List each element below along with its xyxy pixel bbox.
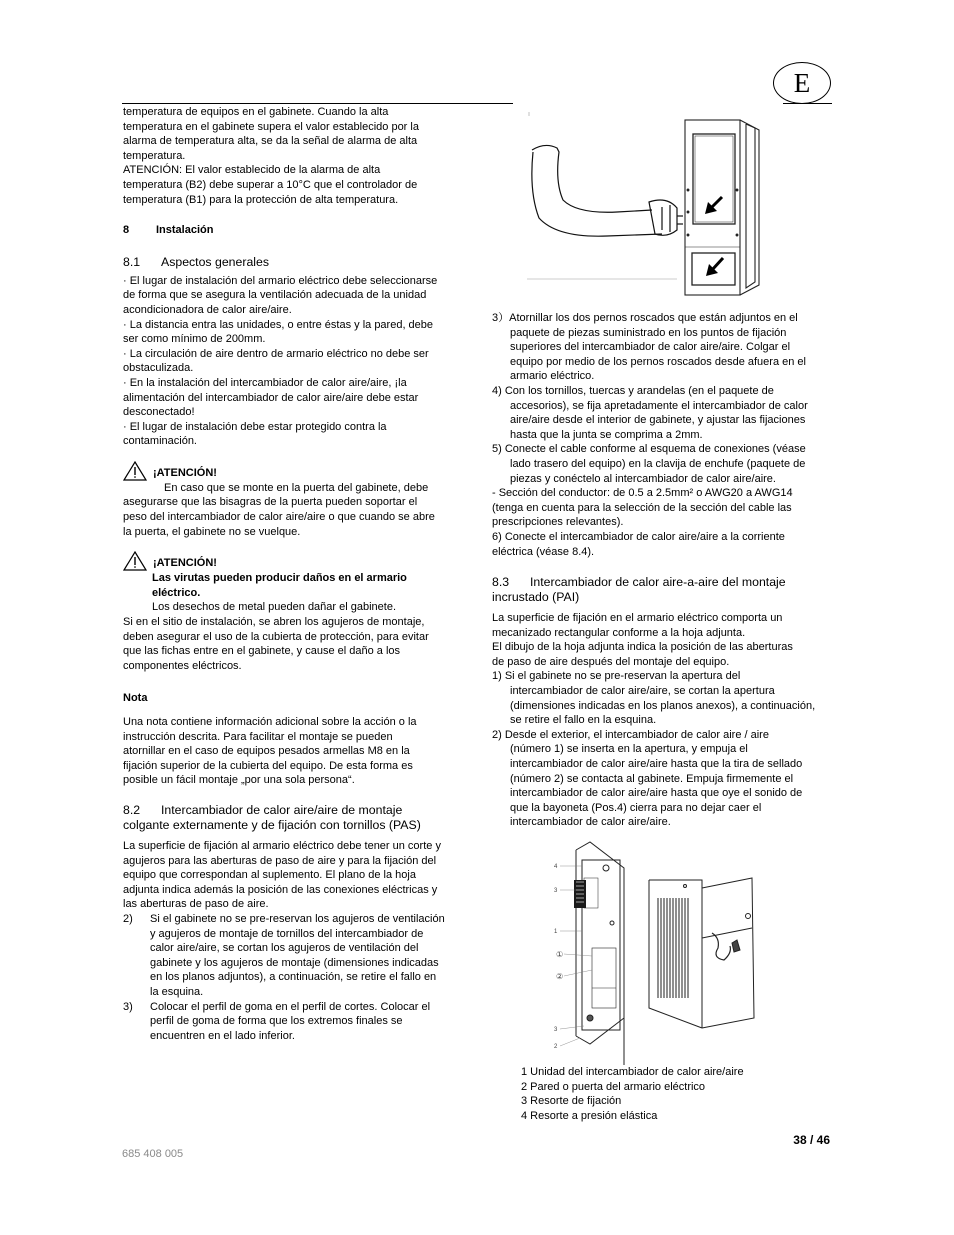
arrow-icon [706, 258, 723, 276]
text-line: que las fichas entre en el gabinete, y cause el daño a los [123, 645, 401, 658]
conductor-section-text [492, 486, 834, 559]
legend-item: 2 Pared o puerta del armario eléctrico [521, 1080, 706, 1093]
general-aspects-text [123, 274, 468, 449]
text-line: temperatura (B1) para la protección de alta temperatura. [123, 193, 399, 206]
section-8-2-list [123, 912, 468, 1043]
warning-bold-line: Las virutas pueden producir daños en el armario [152, 572, 407, 585]
step-line: (número 1) se inserta en la apertura, y empuja el [510, 743, 748, 756]
text-line: alimentación del intercambiador de calor aire/aire debe estar [123, 391, 419, 404]
text-line: · La distancia entra las unidades, o entre éstas y la pared, debe [123, 318, 434, 331]
step-line: que la bayoneta (Pos.4) cierra para no dejar caer el [510, 801, 762, 814]
section-title: Intercambiador de calor aire-a-aire del montaje [530, 575, 786, 590]
section-8-2-text [123, 839, 468, 912]
text-line: ser como mínimo de 200mm. [123, 333, 266, 346]
section-8-1-heading [123, 255, 468, 270]
text-line: · En la instalación del intercambiador de calor aire/aire, ¡la [123, 376, 407, 389]
text-line: eléctrica (véase 8.4). [492, 545, 595, 558]
cabinet-drawing [685, 120, 759, 295]
text-line: · El lugar de instalación debe estar protegido contra la [123, 420, 387, 433]
step-line: armario eléctrico. [510, 370, 595, 383]
step-line: aire/aire desde el interior de gabinete, y ajustar las fijaciones [510, 414, 806, 427]
text-line: Una nota contiene información adicional sobre la acción o la [123, 716, 417, 728]
text-line: fijación superior de la cubierta del equipo. De esta forma es [123, 759, 413, 772]
text-line: Los desechos de metal pueden dañar el gabinete. [152, 601, 397, 614]
list-number: 3) [123, 1000, 133, 1013]
figure-legend [521, 1065, 841, 1123]
detail-view-drawing [649, 878, 754, 1028]
text-line: prescripciones relevantes). [492, 516, 624, 529]
intro-paragraph [123, 105, 468, 207]
section-title: Aspectos generales [161, 254, 270, 269]
text-line: de forma que se asegura la ventilación adecuada de la unidad [123, 289, 427, 302]
step-line: (dimensiones indicadas en los planos anexos), a continuación, [510, 699, 816, 712]
text-line: de paso de aire después del montaje del equipo. [492, 655, 730, 668]
warning-text [123, 481, 468, 539]
warning-title: ¡ATENCIÓN! [153, 466, 217, 479]
callout-label: 3 [554, 1027, 558, 1033]
profile-figure [527, 112, 771, 297]
section-title: Instalación [156, 224, 214, 237]
text-line: instrucción descrita. Para facilitar el montaje se pueden [123, 730, 393, 743]
step-line: piezas y conéctelo al intercambiador de calor aire/aire. [510, 472, 776, 485]
section-8-heading [123, 223, 468, 238]
arrow-icon [705, 197, 722, 214]
warning-icon [123, 551, 147, 571]
text-line: acondicionadora de calor aire/aire. [123, 303, 292, 316]
section-8-3-heading [492, 575, 834, 605]
warning-block-1 [123, 461, 468, 539]
text-line: la puerta, el gabinete no se vuelque. [123, 525, 301, 538]
step-line: 4) Con los tornillos, tuercas y arandelas (en el paquete de [492, 384, 774, 397]
step-line: equipo por medio de los pernos roscados desde afuera en el [510, 355, 806, 368]
text-line: deben asegurar el uso de la cubierta de protección, para evitar [123, 630, 429, 643]
text-line: temperatura de equipos en el gabinete. Cuando la alta [123, 106, 389, 118]
mounting-steps [492, 311, 834, 486]
text-line: y agujeros de montaje de tornillos del intercambiador de [150, 927, 424, 940]
step-line: accesorios), se fija apretadamente el intercambiador de calor [510, 399, 808, 412]
text-line: temperatura (B2) debe superar a 10°C que el controlador de [123, 178, 418, 191]
step-line: intercambiador de calor aire/aire hasta que oye el sonido de [510, 787, 803, 800]
step-line: intercambiador de calor aire/aire hasta que la tira de sellado [510, 758, 803, 771]
warning-block-2 [123, 551, 468, 673]
text-line: en los planos adjuntos), a continuación, se retire el fallo en [150, 971, 437, 984]
text-line: atornillar en el caso de equipos pesados armellas M8 en la [123, 745, 410, 758]
text-line: las aberturas de paso de aire. [123, 898, 269, 911]
warning-text [123, 571, 468, 673]
step-line: intercambiador de calor aire/aire, se cortan la apertura [510, 685, 775, 698]
section-title: Intercambiador de calor aire/aire de montaje [161, 802, 403, 817]
callout-label: ② [556, 972, 564, 981]
language-badge: E [773, 62, 831, 104]
text-line: ATENCIÓN: El valor establecido de la alarma de alta [123, 164, 381, 177]
text-line: La superficie de fijación al armario eléctrico debe tener un corte y [123, 839, 441, 852]
text-line: asegurarse que las bisagras de la puerta pueden soportar el [123, 496, 418, 509]
text-line: Colocar el perfil de goma en el perfil de cortes. Colocar el [150, 1000, 431, 1013]
text-line: (tenga en cuenta para la selección de la sección del cable las [492, 501, 792, 514]
text-line: Si en el sitio de instalación, se abren los agujeros de montaje, [123, 616, 425, 629]
section-title-continued: incrustado (PAI) [492, 590, 580, 605]
text-line: agujeros para las aberturas de paso de aire y para la fijación del [123, 854, 437, 867]
text-line: encuentren en el lado inferior. [150, 1029, 295, 1042]
header-rule-left [122, 103, 513, 104]
list-item [123, 1000, 468, 1044]
step-line: se retire el fallo en la esquina. [510, 714, 657, 727]
text-line: componentes eléctricos. [123, 659, 242, 672]
text-line: peso del intercambiador de calor aire/aire o que cuando se abre [123, 511, 435, 524]
text-line: alarma de temperatura alta, se da la señal de alarma de alta [123, 135, 418, 148]
text-line: calor aire/aire, se cortan los agujeros de ventilación del [150, 942, 419, 955]
text-line: 6) Conecte el intercambiador de calor aire/aire a la corriente [492, 530, 785, 543]
text-line: posible un fácil montaje „por una sola persona“. [123, 774, 355, 787]
callout-label: 3 [554, 888, 558, 894]
grille-drawing [574, 880, 586, 908]
callout-label: 4 [554, 864, 558, 870]
section-number: 8.2 [123, 802, 141, 817]
text-line: La superficie de fijación en el armario eléctrico comporta un [492, 612, 783, 625]
section-8-2-heading [123, 803, 468, 833]
step-line: intercambiador de calor aire/aire. [510, 816, 671, 829]
text-line: la esquina. [150, 985, 204, 998]
warning-title: ¡ATENCIÓN! [153, 557, 217, 570]
step-line: paquete de piezas suministrado en los puntos de fijación [510, 326, 787, 339]
section-number: 8.3 [492, 575, 510, 590]
document-number: 685 408 005 [122, 1148, 184, 1160]
legend-item: 4 Resorte a presión elástica [521, 1109, 658, 1122]
callout-label: 2 [554, 1044, 558, 1050]
text-line: gabinete y los agujeros de montaje (dimensiones indicadas [150, 956, 439, 969]
note-text [123, 715, 468, 788]
step-line: 1) Si el gabinete no se pre-reservan la apertura del [492, 670, 741, 683]
list-item [123, 912, 468, 1000]
legend-item: 3 Resorte de fijación [521, 1095, 622, 1108]
header-rule-right [783, 103, 832, 104]
installation-steps [492, 669, 834, 830]
text-line: equipo que correspondan al suplemento. El plano de la hoja [123, 869, 416, 882]
text-line: adjunta indica además la posición de las conexiones eléctricas y [123, 883, 438, 896]
text-line: · El lugar de instalación del armario eléctrico debe seleccionarse [123, 274, 438, 287]
step-line: (número 2) se contacta al gabinete. Empuja firmemente el [510, 772, 794, 785]
text-line: mecanizado rectangular conforme a la hoja adjunta. [492, 626, 746, 639]
text-line: temperatura. [123, 149, 186, 162]
text-line: contaminación. [123, 435, 197, 448]
text-line: perfil de goma de forma que los extremos finales se [150, 1015, 403, 1028]
rubber-profile-drawing [532, 145, 683, 236]
embedded-mounting-figure [552, 838, 762, 1065]
step-line: 5) Conecte el cable conforme al esquema de conexiones (véase [492, 443, 806, 456]
text-line: obstaculizada. [123, 362, 194, 375]
step-line: lado trasero del equipo) en la clavija de enchufe (paquete de [510, 457, 806, 470]
text-line: Si el gabinete no se pre-reservan los agujeros de ventilación [150, 912, 445, 925]
list-number: 2) [123, 912, 133, 925]
step-line: 3）Atornillar los dos pernos roscados que están adjuntos en el [492, 312, 798, 324]
text-line: desconectado! [123, 406, 195, 419]
section-number: 8 [123, 224, 130, 237]
text-line: - Sección del conductor: de 0.5 a 2.5mm² o AWG20 a AWG14 [492, 487, 793, 500]
text-line: En caso que se monte en la puerta del gabinete, debe [164, 481, 429, 494]
callout-label: ① [556, 950, 564, 959]
step-line: superiores del intercambiador de calor aire/aire. Colgar el [510, 341, 791, 354]
callout-label: 1 [554, 929, 558, 935]
warning-icon [123, 461, 147, 481]
vent-slats-drawing [658, 898, 688, 998]
right-column [492, 311, 834, 830]
warning-bold-line: eléctrico. [152, 586, 201, 599]
text-line: El dibujo de la hoja adjunta indica la posición de las aberturas [492, 641, 793, 654]
legend-item: 1 Unidad del intercambiador de calor aire/aire [521, 1066, 744, 1078]
section-8-3-text [492, 611, 834, 669]
left-column [123, 105, 468, 1043]
note-heading: Nota [123, 692, 148, 705]
step-line: hasta que la junta se comprima a 2mm. [510, 428, 703, 441]
text-line: · La circulación de aire dentro de armario eléctrico no debe ser [123, 347, 429, 360]
text-line: temperatura en el gabinete supera el valor establecido por la [123, 120, 419, 133]
section-title-continued: colgante externamente y de fijación con tornillos (PAS) [123, 817, 421, 832]
step-line: 2) Desde el exterior, el intercambiador de calor aire / aire [492, 728, 769, 741]
section-number: 8.1 [123, 254, 141, 269]
page-number: 38 / 46 [793, 1133, 830, 1147]
